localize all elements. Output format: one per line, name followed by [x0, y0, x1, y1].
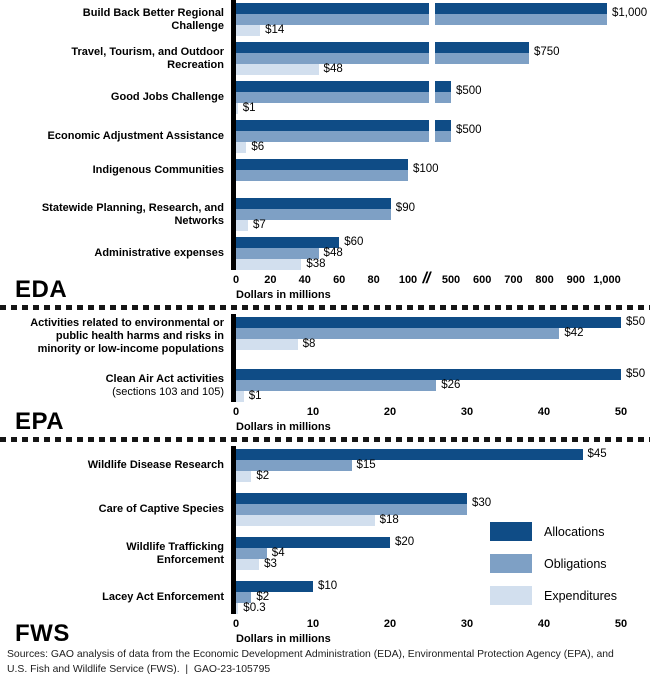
axis-tick: 40	[298, 274, 311, 286]
legend-label-allocations: Allocations	[544, 524, 605, 539]
axis-break-gap	[429, 14, 435, 25]
bar-value-label: $38	[306, 258, 326, 270]
bar-row	[0, 237, 650, 270]
obligations-swatch	[490, 554, 532, 573]
legend-label-expenditures: Expenditures	[544, 588, 617, 603]
category-label	[0, 3, 231, 36]
bar-expenditures	[236, 220, 248, 231]
legend-label-obligations: Obligations	[544, 556, 607, 571]
bar-value-label: $48	[323, 247, 343, 259]
category-label-line: Care of Captive Species	[98, 503, 224, 515]
bar-expenditures	[236, 339, 298, 350]
axis-break-gap	[429, 131, 435, 142]
bar-obligations	[236, 460, 352, 471]
axis-tick: 50	[614, 406, 628, 418]
epa-x-axis	[232, 406, 650, 433]
axis-break-gap	[429, 42, 435, 53]
axis-tick: 0	[232, 406, 240, 418]
legend-item-allocations	[490, 522, 617, 541]
category-label-line: Wildlife Disease Research	[87, 459, 224, 471]
source-line-2: U.S. Fish and Wildlife Service (FWS). | GAO-23-105795	[7, 664, 271, 675]
category-label-line: Challenge	[171, 19, 224, 32]
category-label-line: minority or low-income populations	[37, 343, 224, 355]
bar-value-label: $500	[456, 124, 482, 136]
category-label-line: Administrative expenses	[94, 247, 224, 259]
axis-tick: 600	[473, 274, 492, 286]
category-label	[0, 81, 231, 114]
axis-tick: 10	[306, 406, 320, 418]
eda-x-axis	[232, 270, 650, 301]
bar-obligations	[236, 92, 451, 103]
bar-allocations	[236, 493, 467, 504]
bar-value-label: $14	[265, 24, 285, 36]
axis-tick: 1,000	[593, 274, 621, 286]
bar-expenditures	[236, 391, 244, 402]
fws-axis-title: Dollars in millions	[236, 633, 331, 645]
category-label	[0, 42, 231, 75]
bar-expenditures	[236, 64, 319, 75]
category-label-line: Lacey Act Enforcement	[102, 591, 224, 603]
bar-value-label: $6	[251, 141, 265, 153]
bar-obligations	[236, 170, 408, 181]
bar-obligations	[236, 504, 467, 515]
axis-tick: 500	[441, 274, 461, 286]
bar-row	[0, 42, 650, 81]
bar-allocations	[236, 581, 313, 592]
bar-allocations	[236, 537, 390, 548]
fws-axis-ticks	[232, 618, 650, 631]
eda-axis-ticks	[232, 270, 650, 287]
category-label-line: Travel, Tourism, and Outdoor	[71, 45, 224, 58]
bar-value-label: $50	[626, 368, 646, 380]
category-label	[0, 159, 231, 181]
axis-tick: 30	[460, 618, 474, 630]
section-divider-2	[0, 437, 650, 442]
bar-expenditures	[236, 103, 238, 114]
bar-allocations	[236, 81, 451, 92]
category-label-line: (sections 103 and 105)	[112, 385, 224, 398]
axis-tick: 20	[383, 406, 397, 418]
axis-tick: 0	[232, 618, 240, 630]
category-label-line: Networks	[174, 214, 224, 227]
category-label	[0, 537, 231, 570]
bar-value-label: $18	[379, 514, 399, 526]
category-label-line: Activities related to environmental or	[30, 317, 224, 329]
legend-item-obligations	[490, 554, 617, 573]
axis-break-gap	[429, 3, 435, 14]
axis-tick: 40	[537, 618, 551, 630]
bar-expenditures	[236, 25, 260, 36]
legend-item-expenditures	[490, 586, 617, 605]
bar-allocations	[236, 159, 408, 170]
category-label-line: Wildlife Trafficking	[126, 540, 224, 553]
bar-allocations	[236, 42, 529, 53]
bar-value-label: $45	[587, 448, 607, 460]
axis-tick: 0	[232, 274, 240, 286]
bar-obligations	[236, 380, 436, 391]
bar-value-label: $48	[323, 63, 343, 75]
axis-break-gap	[429, 53, 435, 64]
category-label-line: public health harms and risks in	[55, 330, 224, 342]
axis-tick: 80	[367, 274, 380, 286]
bar-expenditures	[236, 471, 251, 482]
bar-value-label: $100	[413, 163, 439, 175]
category-label-line: Recreation	[167, 58, 224, 71]
axis-tick: 20	[383, 618, 397, 630]
category-label-line: Good Jobs Challenge	[110, 91, 224, 103]
bar-expenditures	[236, 515, 375, 526]
bar-value-label: $1	[242, 102, 256, 114]
eda-section-label: EDA	[15, 276, 68, 303]
bar-value-label: $50	[626, 316, 646, 328]
bar-value-label: $3	[264, 558, 277, 570]
bar-value-label: $90	[395, 202, 415, 214]
epa-section-label: EPA	[15, 408, 65, 435]
bar-row	[0, 449, 650, 493]
bar-obligations	[236, 548, 267, 559]
bar-expenditures	[236, 142, 246, 153]
source-line-1: Sources: GAO analysis of data from the Economic Development Administration (EDA), Environmental Protection Agency (EPA), and	[7, 649, 614, 660]
bar-value-label: $10	[318, 580, 338, 592]
bar-allocations	[236, 198, 391, 209]
legend	[490, 522, 617, 618]
bar-expenditures	[236, 559, 259, 570]
bar-value-label: $42	[564, 327, 584, 339]
section-divider-1	[0, 305, 650, 310]
axis-break-icon: //	[422, 270, 430, 287]
category-label-line: Statewide Planning, Research, and	[41, 201, 224, 214]
category-label	[0, 120, 231, 153]
category-label-line: Indigenous Communities	[92, 163, 224, 176]
bar-value-label: $20	[395, 536, 415, 548]
bar-allocations	[236, 449, 583, 460]
category-label	[0, 237, 231, 270]
epa-axis-title: Dollars in millions	[236, 421, 331, 433]
bar-expenditures	[236, 603, 238, 614]
axis-tick: 40	[537, 406, 551, 418]
epa-axis-ticks	[232, 406, 650, 419]
category-label	[0, 493, 231, 526]
fws-x-axis	[232, 618, 650, 645]
bar-value-label: $7	[253, 219, 266, 231]
bar-row	[0, 81, 650, 120]
bar-allocations	[236, 3, 607, 14]
bar-row	[0, 317, 650, 369]
bar-value-label: $1	[248, 390, 262, 402]
bar-obligations	[236, 14, 607, 25]
axis-tick: 10	[306, 618, 320, 630]
epa-bars-area	[0, 314, 650, 402]
axis-break-gap	[429, 81, 435, 92]
axis-tick: 800	[535, 274, 554, 286]
axis-tick: 30	[460, 406, 474, 418]
bar-value-label: $0.3	[243, 602, 266, 614]
category-label	[0, 317, 231, 356]
axis-tick: 60	[333, 274, 346, 286]
bar-value-label: $1,000	[612, 7, 648, 19]
axis-tick: 20	[264, 274, 277, 286]
bar-value-label: $750	[534, 46, 560, 58]
axis-tick: 700	[504, 274, 523, 286]
category-label	[0, 198, 231, 231]
bar-allocations	[236, 120, 451, 131]
eda-bars-area	[0, 0, 650, 270]
axis-break-gap	[429, 92, 435, 103]
bar-value-label: $8	[302, 338, 316, 350]
category-label-line: Economic Adjustment Assistance	[47, 130, 224, 142]
bar-row	[0, 3, 650, 42]
bar-value-label: $15	[356, 459, 376, 471]
axis-tick: 50	[614, 618, 628, 630]
eda-chart-section	[0, 0, 650, 301]
bar-value-label: $60	[344, 236, 364, 248]
epa-chart-section	[0, 314, 650, 433]
category-label	[0, 449, 231, 482]
bar-value-label: $4	[271, 547, 285, 559]
category-label-line: Clean Air Act activities	[105, 372, 224, 385]
expenditures-swatch	[490, 586, 532, 605]
source-note	[0, 647, 650, 677]
eda-axis-title: Dollars in millions	[236, 289, 331, 301]
bar-obligations	[236, 53, 529, 64]
bar-allocations	[236, 369, 621, 380]
fws-section-label: FWS	[15, 620, 70, 647]
bar-allocations	[236, 317, 621, 328]
bar-value-label: $500	[456, 85, 482, 97]
category-label	[0, 369, 231, 402]
bar-obligations	[236, 328, 559, 339]
bar-value-label: $26	[441, 379, 461, 391]
bar-value-label: $30	[472, 497, 492, 509]
axis-tick: 900	[566, 274, 585, 286]
axis-break-gap	[429, 120, 435, 131]
axis-tick: 100	[398, 274, 418, 286]
bar-expenditures	[236, 259, 301, 270]
bar-row	[0, 369, 650, 402]
bar-value-label: $2	[256, 591, 270, 603]
category-label-line: Enforcement	[156, 553, 224, 566]
bar-row	[0, 120, 650, 159]
category-label-line: Build Back Better Regional	[82, 6, 224, 19]
bar-row	[0, 159, 650, 198]
category-label	[0, 581, 231, 614]
bar-obligations	[236, 131, 451, 142]
bar-value-label: $2	[256, 470, 270, 482]
fws-chart-section	[0, 446, 650, 645]
bar-row	[0, 198, 650, 237]
allocations-swatch	[490, 522, 532, 541]
